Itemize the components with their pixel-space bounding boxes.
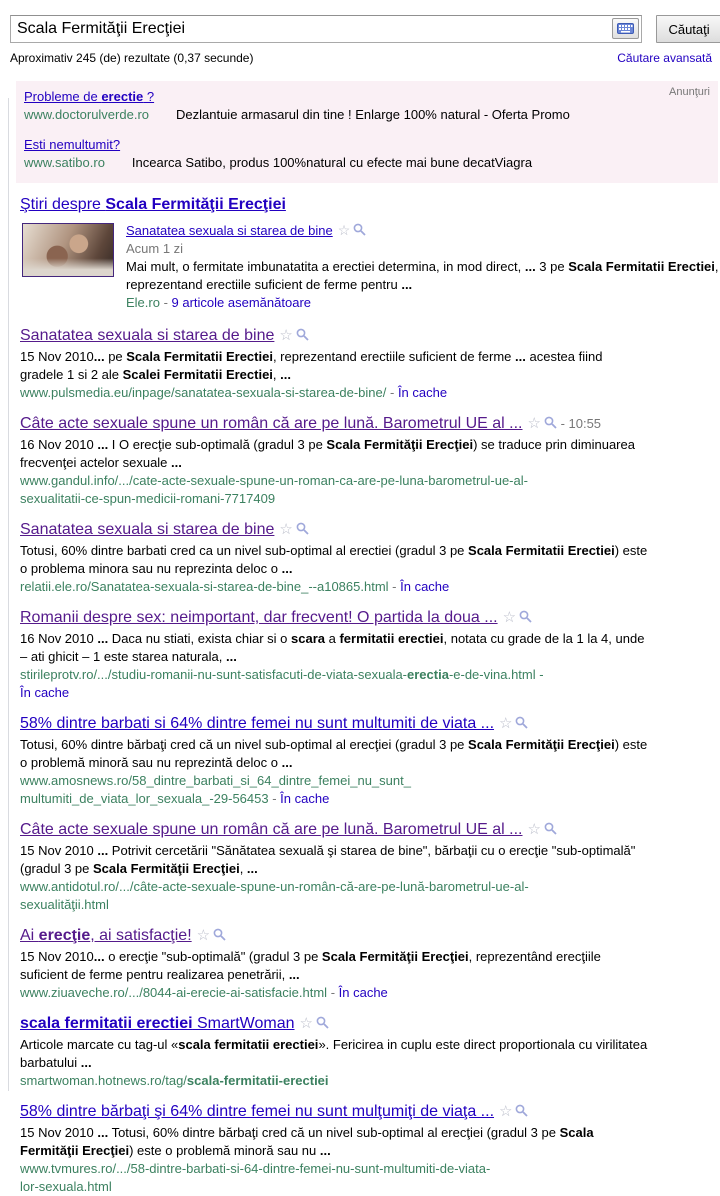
result-title-link[interactable]: Romanii despre sex: neimportant, dar frecvent! O partida la doua ... [20, 609, 498, 626]
url-line: www.tvmures.ro/.../58-dintre-barbati-si-64-dintre-femei-nu-sunt-multumiti-de-viata- [20, 1161, 491, 1176]
search-result [20, 414, 684, 508]
url-line: sexualitatii-ce-spun-medicii-romani-7717409 [20, 491, 276, 506]
news-heading [20, 195, 720, 214]
ads-label: Anunţuri [669, 86, 710, 98]
result-url [20, 772, 684, 808]
search-result [20, 820, 684, 914]
ad-display-url: www.doctorulverde.ro [24, 107, 149, 122]
cached-link[interactable]: În cache [338, 985, 388, 1000]
result-snippet: Articole marcate cu tag-ul «scala fermitatii erectiei». Fericirea in cuplu este direct proportionala cu virilitatea barbatului ... [20, 1037, 648, 1070]
magnifier-icon[interactable] [515, 1104, 528, 1117]
results-list [0, 326, 720, 1196]
cached-link[interactable]: În cache [280, 791, 330, 806]
result-snippet: Totusi, 60% dintre barbati cred ca un nivel sub-optimal al erectiei (gradul 3 pe Scala Fermitatii Erectiei) este o problema minora sau nu reprezinta deloc o ... [20, 543, 648, 576]
url-line: lor-sexuala.html [20, 1179, 112, 1194]
left-rule [8, 98, 9, 1091]
news-article-title-link[interactable]: Sanatatea sexuala si starea de bine [126, 223, 333, 238]
result-title-link[interactable]: Ai erecţie, ai satisfacţie! [20, 927, 192, 944]
result-url [20, 1072, 684, 1090]
url-line: www.ziuaveche.ro/.../8044-ai-erecie-ai-satisfacie.html - În cache [20, 985, 388, 1000]
results-stats-bar [0, 43, 720, 65]
news-result [22, 221, 720, 312]
result-snippet: 15 Nov 2010 ... Totusi, 60% dintre bărbaţi cred că un nivel sub-optimal al erecţiei (gradul 3 pe Scala Fermităţii Erecţiei) este o problemă minoră sau nu ... [20, 1125, 594, 1158]
url-line: www.gandul.info/.../cate-acte-sexuale-spune-un-roman-ca-are-pe-luna-barometrul-ue-al- [20, 473, 528, 488]
search-result [20, 520, 684, 596]
url-line: stirileprotv.ro/.../studiu-romanii-nu-sunt-satisfacuti-de-viata-sexuala-erectia-e-de-vina.html - [20, 667, 544, 682]
search-result [20, 714, 684, 808]
ad-display-url: www.satibo.ro [24, 155, 105, 170]
bookmark-star-icon[interactable]: ☆ [337, 222, 351, 238]
url-line: relatii.ele.ro/Sanatatea-sexuala-si-starea-de-bine_--a10865.html - În cache [20, 579, 450, 594]
url-line: www.pulsmedia.eu/inpage/sanatatea-sexuala-si-starea-de-bine/ - În cache [20, 385, 448, 400]
search-result [20, 608, 684, 702]
bookmark-star-icon[interactable]: ☆ [196, 927, 211, 944]
bookmark-star-icon[interactable]: ☆ [527, 415, 541, 432]
bookmark-star-icon[interactable]: ☆ [499, 715, 513, 732]
result-snippet: Totusi, 60% dintre bărbaţi cred că un nivel sub-optimal al erecţiei (gradul 3 pe Scala Fermităţii Erecţiei) este o problemă minoră sau nu reprezintă deloc o ... [20, 737, 648, 770]
result-title-link[interactable]: Câte acte sexuale spune un român că are pe lună. Barometrul UE al ... [20, 821, 523, 838]
result-snippet: 15 Nov 2010... o erecţie "sub-optimală" (gradul 3 pe Scala Fermităţii Erecţiei, reprezentând erecţiile suficient de ferme pentru realizarea penetrării, ... [20, 949, 601, 982]
result-title-link[interactable]: Sanatatea sexuala si starea de bine [20, 327, 275, 344]
url-line: www.amosnews.ro/58_dintre_barbati_si_64_dintre_femei_nu_sunt_ [20, 773, 411, 788]
result-snippet: 15 Nov 2010... pe Scala Fermitatii Erectiei, reprezentand erectiile suficient de ferme ... acestea fiind gradele 1 si 2 ale Scalei Fermitatii Erectiei, ... [20, 349, 603, 382]
url-line: www.antidotul.ro/.../câte-acte-sexuale-spune-un-român-că-are-pe-lună-barometrul-ue-al- [20, 879, 529, 894]
bookmark-star-icon[interactable]: ☆ [502, 609, 517, 626]
result-title-link[interactable]: 58% dintre bărbaţi şi 64% dintre femei nu sunt mulţumiţi de viaţa ... [20, 1103, 495, 1120]
bookmark-star-icon[interactable]: ☆ [499, 1103, 513, 1120]
url-line: smartwoman.hotnews.ro/tag/scala-fermitatii-erectiei [20, 1073, 329, 1088]
url-line: multumiti_de_viata_lor_sexuala_-29-56453 - În cache [20, 791, 330, 806]
keyboard-icon [617, 23, 634, 34]
url-line [20, 684, 684, 702]
virtual-keyboard-button[interactable] [612, 18, 639, 39]
magnifier-icon[interactable] [519, 610, 532, 623]
result-snippet: 16 Nov 2010 ... I O erecţie sub-optimală (gradul 3 pe Scala Fermităţii Erecţiei) se traduce prin diminuarea frecvenţei actelor sexuale ... [20, 437, 635, 470]
magnifier-icon[interactable] [316, 1016, 329, 1029]
ad-description: Dezlantuie armasarul din tine ! Enlarge 100% natural - Oferta Promo [176, 107, 570, 122]
result-title-link[interactable]: Câte acte sexuale spune un român că are pe lună. Barometrul UE al ... [20, 415, 523, 432]
magnifier-icon[interactable] [213, 928, 226, 941]
result-url [20, 578, 684, 596]
magnifier-icon[interactable] [515, 716, 528, 729]
search-result [20, 1102, 684, 1196]
bookmark-star-icon[interactable]: ☆ [299, 1015, 313, 1032]
result-snippet: 16 Nov 2010 ... Daca nu stiati, exista chiar si o scara a fermitatii erectiei, notata cu grade de la 1 la 4, unde – ati ghicit – 1 este starea naturala, ... [20, 631, 645, 664]
news-article [126, 221, 720, 312]
ads-block [16, 81, 718, 183]
result-title-link[interactable]: scala fermitatii erectiei SmartWoman [20, 1015, 295, 1032]
url-line: sexualităţii.html [20, 897, 109, 912]
search-result [20, 326, 684, 402]
news-thumbnail-image[interactable] [22, 223, 114, 277]
result-title-link[interactable]: 58% dintre barbati si 64% dintre femei nu sunt multumiti de viata ... [20, 715, 495, 732]
result-url [20, 1160, 684, 1196]
magnifier-icon[interactable] [544, 416, 557, 429]
cached-link[interactable]: În cache [397, 385, 448, 400]
result-title-link[interactable]: Sanatatea sexuala si starea de bine [20, 521, 275, 538]
bookmark-star-icon[interactable]: ☆ [527, 821, 541, 838]
result-url [20, 878, 684, 914]
ad-item [24, 136, 708, 171]
result-url [20, 384, 684, 402]
result-url [20, 984, 684, 1002]
search-result [20, 1014, 684, 1090]
magnifier-icon[interactable] [296, 522, 309, 535]
magnifier-icon[interactable] [296, 328, 309, 341]
result-url [20, 666, 684, 702]
news-heading-link[interactable]: Ştiri despre Scala Fermităţii Erecţiei [20, 196, 286, 213]
cached-link[interactable]: În cache [20, 685, 70, 700]
magnifier-icon[interactable] [353, 223, 366, 236]
result-url [20, 472, 684, 508]
ad-item [24, 88, 708, 123]
bookmark-star-icon[interactable]: ☆ [279, 521, 293, 538]
result-time-suffix: - 10:55 [556, 416, 602, 431]
search-header [0, 0, 720, 43]
advanced-search-link[interactable]: Căutare avansată [617, 51, 712, 65]
ad-title-link[interactable]: Probleme de erectie ? [24, 89, 155, 104]
result-snippet: 15 Nov 2010 ... Potrivit cercetării "Sănătatea sexuală şi starea de bine", bărbaţii cu o erecţie "sub-optimală" (gradul 3 pe Scala Fermităţii Erecţiei, ... [20, 843, 636, 876]
news-related-link[interactable]: 9 articole asemănătoare [171, 295, 312, 310]
cached-link[interactable]: În cache [400, 579, 450, 594]
results-stats: Aproximativ 245 (de) rezultate (0,37 secunde) [10, 51, 254, 65]
search-input[interactable] [10, 15, 642, 43]
search-result [20, 926, 684, 1002]
ad-description: Incearca Satibo, produs 100%natural cu efecte mai bune decatViagra [131, 155, 533, 170]
news-source-line: Ele.ro - 9 articole asemănătoare [126, 295, 312, 310]
magnifier-icon[interactable] [544, 822, 557, 835]
news-article-age: Acum 1 zi [126, 241, 184, 256]
ad-title-link[interactable]: Esti nemultumit? [24, 137, 121, 152]
bookmark-star-icon[interactable]: ☆ [279, 327, 293, 344]
news-source: Ele.ro [126, 295, 160, 310]
news-article-snippet: Mai mult, o fermitate imbunatatita a erectiei determina, in mod direct, ... 3 pe Scala Fermitatii Erectiei, reprezentand erectiile suficient de ferme pentru ... [126, 259, 719, 292]
search-button[interactable]: Căutaţi [656, 15, 720, 43]
